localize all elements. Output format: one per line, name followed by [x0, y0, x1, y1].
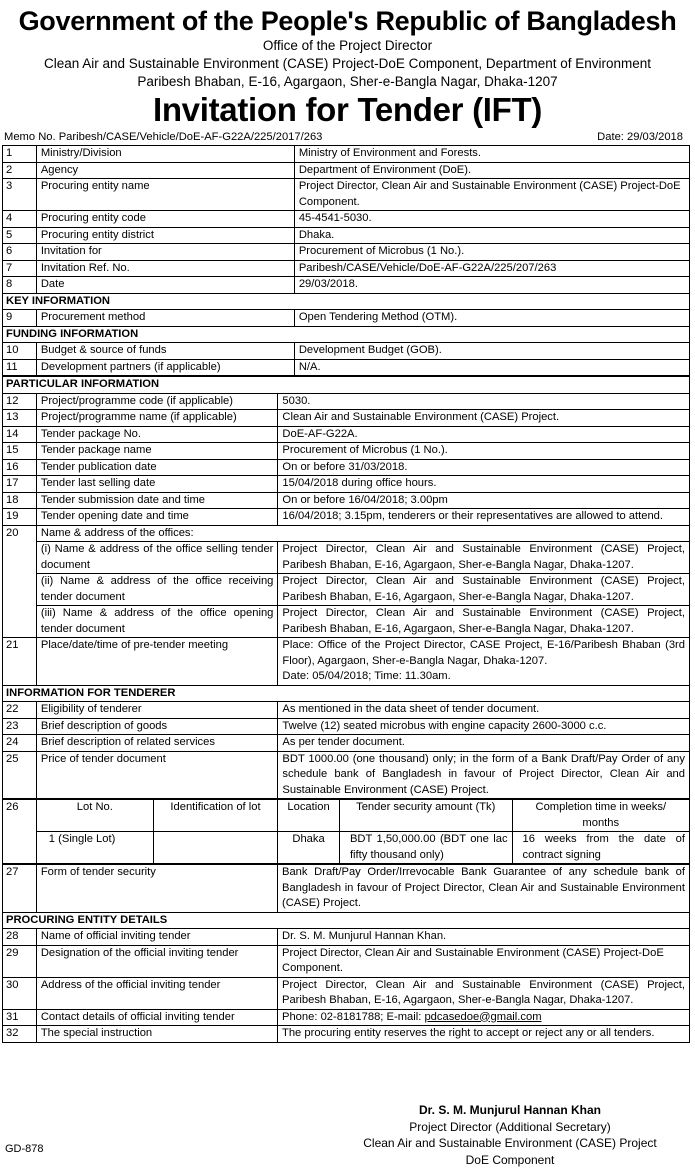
- row-value: Department of Environment (DoE).: [294, 162, 689, 179]
- table-row: [3, 1009, 690, 1026]
- row-label: Procurement method: [36, 310, 294, 327]
- row-number: 5: [3, 227, 37, 244]
- table-row: [3, 277, 690, 294]
- row-number: 25: [3, 751, 37, 799]
- table-row: [3, 459, 690, 476]
- row-number: 24: [3, 735, 37, 752]
- row-value: On or before 31/03/2018.: [278, 459, 690, 476]
- row-number: 30: [3, 977, 37, 1009]
- document-header: [0, 0, 695, 129]
- row-value: DoE-AF-G22A.: [278, 426, 690, 443]
- table-row: [3, 977, 690, 1009]
- contact-phone: Phone: 02-8181788; E-mail:: [282, 1011, 424, 1023]
- signatory-designation: Project Director (Additional Secretary): [360, 1119, 660, 1136]
- row-value: 5030.: [278, 393, 690, 410]
- row-number: 32: [3, 1026, 37, 1043]
- row-label: Brief description of goods: [36, 718, 278, 735]
- row-value: 29/03/2018.: [294, 277, 689, 294]
- memo-date: Date: 29/03/2018: [597, 130, 683, 145]
- row-label: Development partners (if applicable): [36, 359, 294, 376]
- row-value: Paribesh/CASE/Vehicle/DoE-AF-G22A/225/207/263: [294, 260, 689, 277]
- row-label: Ministry/Division: [36, 146, 294, 163]
- table-row: [3, 735, 690, 752]
- section-heading: PARTICULAR INFORMATION: [3, 377, 690, 394]
- row-number: 1: [3, 146, 37, 163]
- row-value: The procuring entity reserves the right to accept or reject any or all tenders.: [278, 1026, 690, 1043]
- row-value: On or before 16/04/2018; 3.00pm: [278, 492, 690, 509]
- row-number: 8: [3, 277, 37, 294]
- row-value: Development Budget (GOB).: [294, 343, 689, 360]
- section-funding-information: [3, 326, 690, 376]
- page-title: Invitation for Tender (IFT): [0, 91, 695, 129]
- row-label: Eligibility of tenderer: [36, 702, 278, 719]
- row-label: Budget & source of funds: [36, 343, 294, 360]
- lot-cell: Dhaka: [278, 832, 340, 864]
- section-heading: INFORMATION FOR TENDERER: [3, 685, 690, 702]
- row-label: Tender last selling date: [36, 476, 278, 493]
- lot-cell: [153, 832, 277, 864]
- row-number: 20: [3, 525, 37, 638]
- tender-table-bottom: [2, 864, 690, 1043]
- row-label: Tender opening date and time: [36, 509, 278, 526]
- row-number: 29: [3, 945, 37, 977]
- row-label: Procuring entity code: [36, 211, 294, 228]
- row-number: 12: [3, 393, 37, 410]
- row-label: Procuring entity district: [36, 227, 294, 244]
- row-label: Address of the official inviting tender: [36, 977, 277, 1009]
- table-row: [3, 443, 690, 460]
- row-number: 14: [3, 426, 37, 443]
- section-heading: KEY INFORMATION: [3, 293, 690, 310]
- lot-header: Lot No.: [36, 800, 153, 832]
- row-value: Project Director, Clean Air and Sustainable Environment (CASE) Project-DoE Component.: [278, 945, 690, 977]
- row-label: Price of tender document: [36, 751, 278, 799]
- section-heading: PROCURING ENTITY DETAILS: [3, 912, 690, 929]
- row-label: Procuring entity name: [36, 179, 294, 211]
- section-heading-row: [3, 377, 690, 394]
- table-row: [3, 929, 690, 946]
- footer-code: GD-878: [5, 1143, 44, 1155]
- row-label: Agency: [36, 162, 294, 179]
- row-value: Project Director, Clean Air and Sustainable Environment (CASE) Project, Paribesh Bhaban, E-16, Agargaon, Sher-e-Bangla Nagar, Dhaka-1207.: [278, 542, 690, 574]
- section-heading: FUNDING INFORMATION: [3, 326, 690, 343]
- memo-line: [0, 129, 695, 145]
- email-link[interactable]: pdcasedoe@gmail.com: [424, 1011, 541, 1023]
- row-value: 16/04/2018; 3.15pm, tenderers or their representatives are allowed to attend.: [278, 509, 690, 526]
- table-row: [3, 751, 690, 799]
- office-line: Office of the Project Director: [0, 37, 695, 55]
- row-number: 26: [3, 800, 37, 864]
- table-row: [3, 146, 690, 163]
- row-value: [278, 1009, 690, 1026]
- row-label: (ii) Name & address of the office receiving tender document: [36, 574, 278, 606]
- row-label: (iii) Name & address of the office opening tender document: [36, 606, 278, 638]
- section-information-for-tenderer: [3, 685, 690, 799]
- row-number: 22: [3, 702, 37, 719]
- table-row: [3, 227, 690, 244]
- row-value: BDT 1000.00 (one thousand) only; in the form of a Bank Draft/Pay Order of any schedule bank of Bangladesh in favour of Project Director, Clean Air and Sustainable Environment (CASE) Project.: [278, 751, 690, 799]
- row-value: Project Director, Clean Air and Sustainable Environment (CASE) Project-DoE Component.: [294, 179, 689, 211]
- lot-table: [2, 799, 690, 864]
- row-label: Date: [36, 277, 294, 294]
- tender-table: [2, 145, 690, 376]
- table-row: [3, 179, 690, 211]
- table-row: [3, 162, 690, 179]
- row-label: The special instruction: [36, 1026, 277, 1043]
- row-label: Name & address of the offices:: [36, 525, 689, 542]
- row-number: 10: [3, 343, 37, 360]
- table-row: [3, 945, 690, 977]
- table-row: [3, 865, 690, 913]
- table-row: [3, 638, 690, 686]
- table-row: [3, 476, 690, 493]
- row-number: 16: [3, 459, 37, 476]
- row-value: Project Director, Clean Air and Sustainable Environment (CASE) Project, Paribesh Bhaban, E-16, Agargaon, Sher-e-Bangla Nagar, Dhaka-1207.: [278, 977, 690, 1009]
- section-general: [3, 146, 690, 294]
- table-row: [3, 574, 690, 606]
- row-number: 31: [3, 1009, 37, 1026]
- row-number: 27: [3, 865, 37, 913]
- row-number: 13: [3, 410, 37, 427]
- row-number: 4: [3, 211, 37, 228]
- table-row: [3, 343, 690, 360]
- row-value: As per tender document.: [278, 735, 690, 752]
- row-value: Procurement of Microbus (1 No.).: [278, 443, 690, 460]
- section-key-information: [3, 293, 690, 326]
- row-value: As mentioned in the data sheet of tender document.: [278, 702, 690, 719]
- row-value: Bank Draft/Pay Order/Irrevocable Bank Guarantee of any schedule bank of Bangladesh in favour of Project Director, Clean Air and Sustainable Environment (CASE) Project.: [278, 865, 690, 913]
- table-row: [3, 492, 690, 509]
- signature-block: [360, 1102, 660, 1168]
- table-row: [3, 718, 690, 735]
- table-row: [3, 426, 690, 443]
- lot-header: Location: [278, 800, 340, 832]
- government-title: Government of the People's Republic of Bangladesh: [0, 0, 695, 37]
- row-label: Tender submission date and time: [36, 492, 278, 509]
- row-label: Contact details of official inviting tender: [36, 1009, 277, 1026]
- pretender-date: Date: 05/04/2018; Time: 11.30am.: [282, 670, 450, 682]
- row-label: Brief description of related services: [36, 735, 278, 752]
- row-value: Dhaka.: [294, 227, 689, 244]
- lot-cell: BDT 1,50,000.00 (BDT one lac fifty thousand only): [339, 832, 512, 864]
- row-value: N/A.: [294, 359, 689, 376]
- row-value: 15/04/2018 during office hours.: [278, 476, 690, 493]
- row-value: [278, 638, 690, 686]
- row-number: 19: [3, 509, 37, 526]
- row-value: 45-4541-5030.: [294, 211, 689, 228]
- lot-row: [3, 832, 690, 864]
- table-row: [3, 1026, 690, 1043]
- row-number: 28: [3, 929, 37, 946]
- signatory-component: DoE Component: [360, 1152, 660, 1168]
- row-label: Invitation Ref. No.: [36, 260, 294, 277]
- section-heading-row: [3, 326, 690, 343]
- row-value: Open Tendering Method (OTM).: [294, 310, 689, 327]
- table-row: [3, 702, 690, 719]
- lot-header: Identification of lot: [153, 800, 277, 832]
- row-label: Tender package name: [36, 443, 278, 460]
- row-number: 21: [3, 638, 37, 686]
- lot-header: Completion time in weeks/ months: [512, 800, 689, 832]
- row-label: Tender package No.: [36, 426, 278, 443]
- signatory-project: Clean Air and Sustainable Environment (CASE) Project: [360, 1135, 660, 1152]
- table-row: [3, 542, 690, 574]
- row-value: Procurement of Microbus (1 No.).: [294, 244, 689, 261]
- row-number: 17: [3, 476, 37, 493]
- row-number: 18: [3, 492, 37, 509]
- table-row: [3, 260, 690, 277]
- pretender-place: Place: Office of the Project Director, CASE Project, E-16/Paribesh Bhaban (3rd Floor), Agargaon, Sher-e-Bangla Nagar, Dhaka-1207.: [282, 639, 685, 667]
- row-number: 11: [3, 359, 37, 376]
- row-value: Twelve (12) seated microbus with engine capacity 2600-3000 c.c.: [278, 718, 690, 735]
- row-number: 6: [3, 244, 37, 261]
- row-label: Form of tender security: [36, 865, 277, 913]
- table-row: [3, 410, 690, 427]
- row-label: Place/date/time of pre-tender meeting: [36, 638, 278, 686]
- row-value: Dr. S. M. Munjurul Hannan Khan.: [278, 929, 690, 946]
- memo-number: Memo No. Paribesh/CASE/Vehicle/DoE-AF-G22A/225/2017/263: [4, 130, 322, 145]
- row-label: Name of official inviting tender: [36, 929, 277, 946]
- row-label: Project/programme name (if applicable): [36, 410, 278, 427]
- row-label: Designation of the official inviting tender: [36, 945, 277, 977]
- row-value: Ministry of Environment and Forests.: [294, 146, 689, 163]
- tender-table-particular: [2, 376, 690, 799]
- lot-cell: 1 (Single Lot): [36, 832, 153, 864]
- section-heading-row: [3, 685, 690, 702]
- table-row: [3, 606, 690, 638]
- table-row: [3, 244, 690, 261]
- row-number: 2: [3, 162, 37, 179]
- table-row: [3, 359, 690, 376]
- table-row: [3, 525, 690, 542]
- row-value: Project Director, Clean Air and Sustainable Environment (CASE) Project, Paribesh Bhaban, E-16, Agargaon, Sher-e-Bangla Nagar, Dhaka-1207.: [278, 606, 690, 638]
- row-number: 3: [3, 179, 37, 211]
- row-label: Project/programme code (if applicable): [36, 393, 278, 410]
- row-label: (i) Name & address of the office selling tender document: [36, 542, 278, 574]
- signatory-name: Dr. S. M. Munjurul Hannan Khan: [360, 1102, 660, 1119]
- row-label: Tender publication date: [36, 459, 278, 476]
- address-line: Paribesh Bhaban, E-16, Agargaon, Sher-e-Bangla Nagar, Dhaka-1207: [0, 73, 695, 91]
- row-label: Invitation for: [36, 244, 294, 261]
- section-heading-row: [3, 293, 690, 310]
- project-line: Clean Air and Sustainable Environment (CASE) Project-DoE Component, Department of Environment: [0, 55, 695, 73]
- lot-header: Tender security amount (Tk): [339, 800, 512, 832]
- lot-cell: 16 weeks from the date of contract signing: [512, 832, 689, 864]
- section-particular-information: [3, 377, 690, 686]
- row-value: Clean Air and Sustainable Environment (CASE) Project.: [278, 410, 690, 427]
- table-row: [3, 393, 690, 410]
- row-value: Project Director, Clean Air and Sustainable Environment (CASE) Project, Paribesh Bhaban, E-16, Agargaon, Sher-e-Bangla Nagar, Dhaka-1207.: [278, 574, 690, 606]
- row-number: 23: [3, 718, 37, 735]
- table-row: [3, 211, 690, 228]
- row-number: 9: [3, 310, 37, 327]
- section-heading-row: [3, 912, 690, 929]
- row-number: 15: [3, 443, 37, 460]
- lot-header-row: [3, 800, 690, 832]
- row-number: 7: [3, 260, 37, 277]
- table-row: [3, 310, 690, 327]
- table-row: [3, 509, 690, 526]
